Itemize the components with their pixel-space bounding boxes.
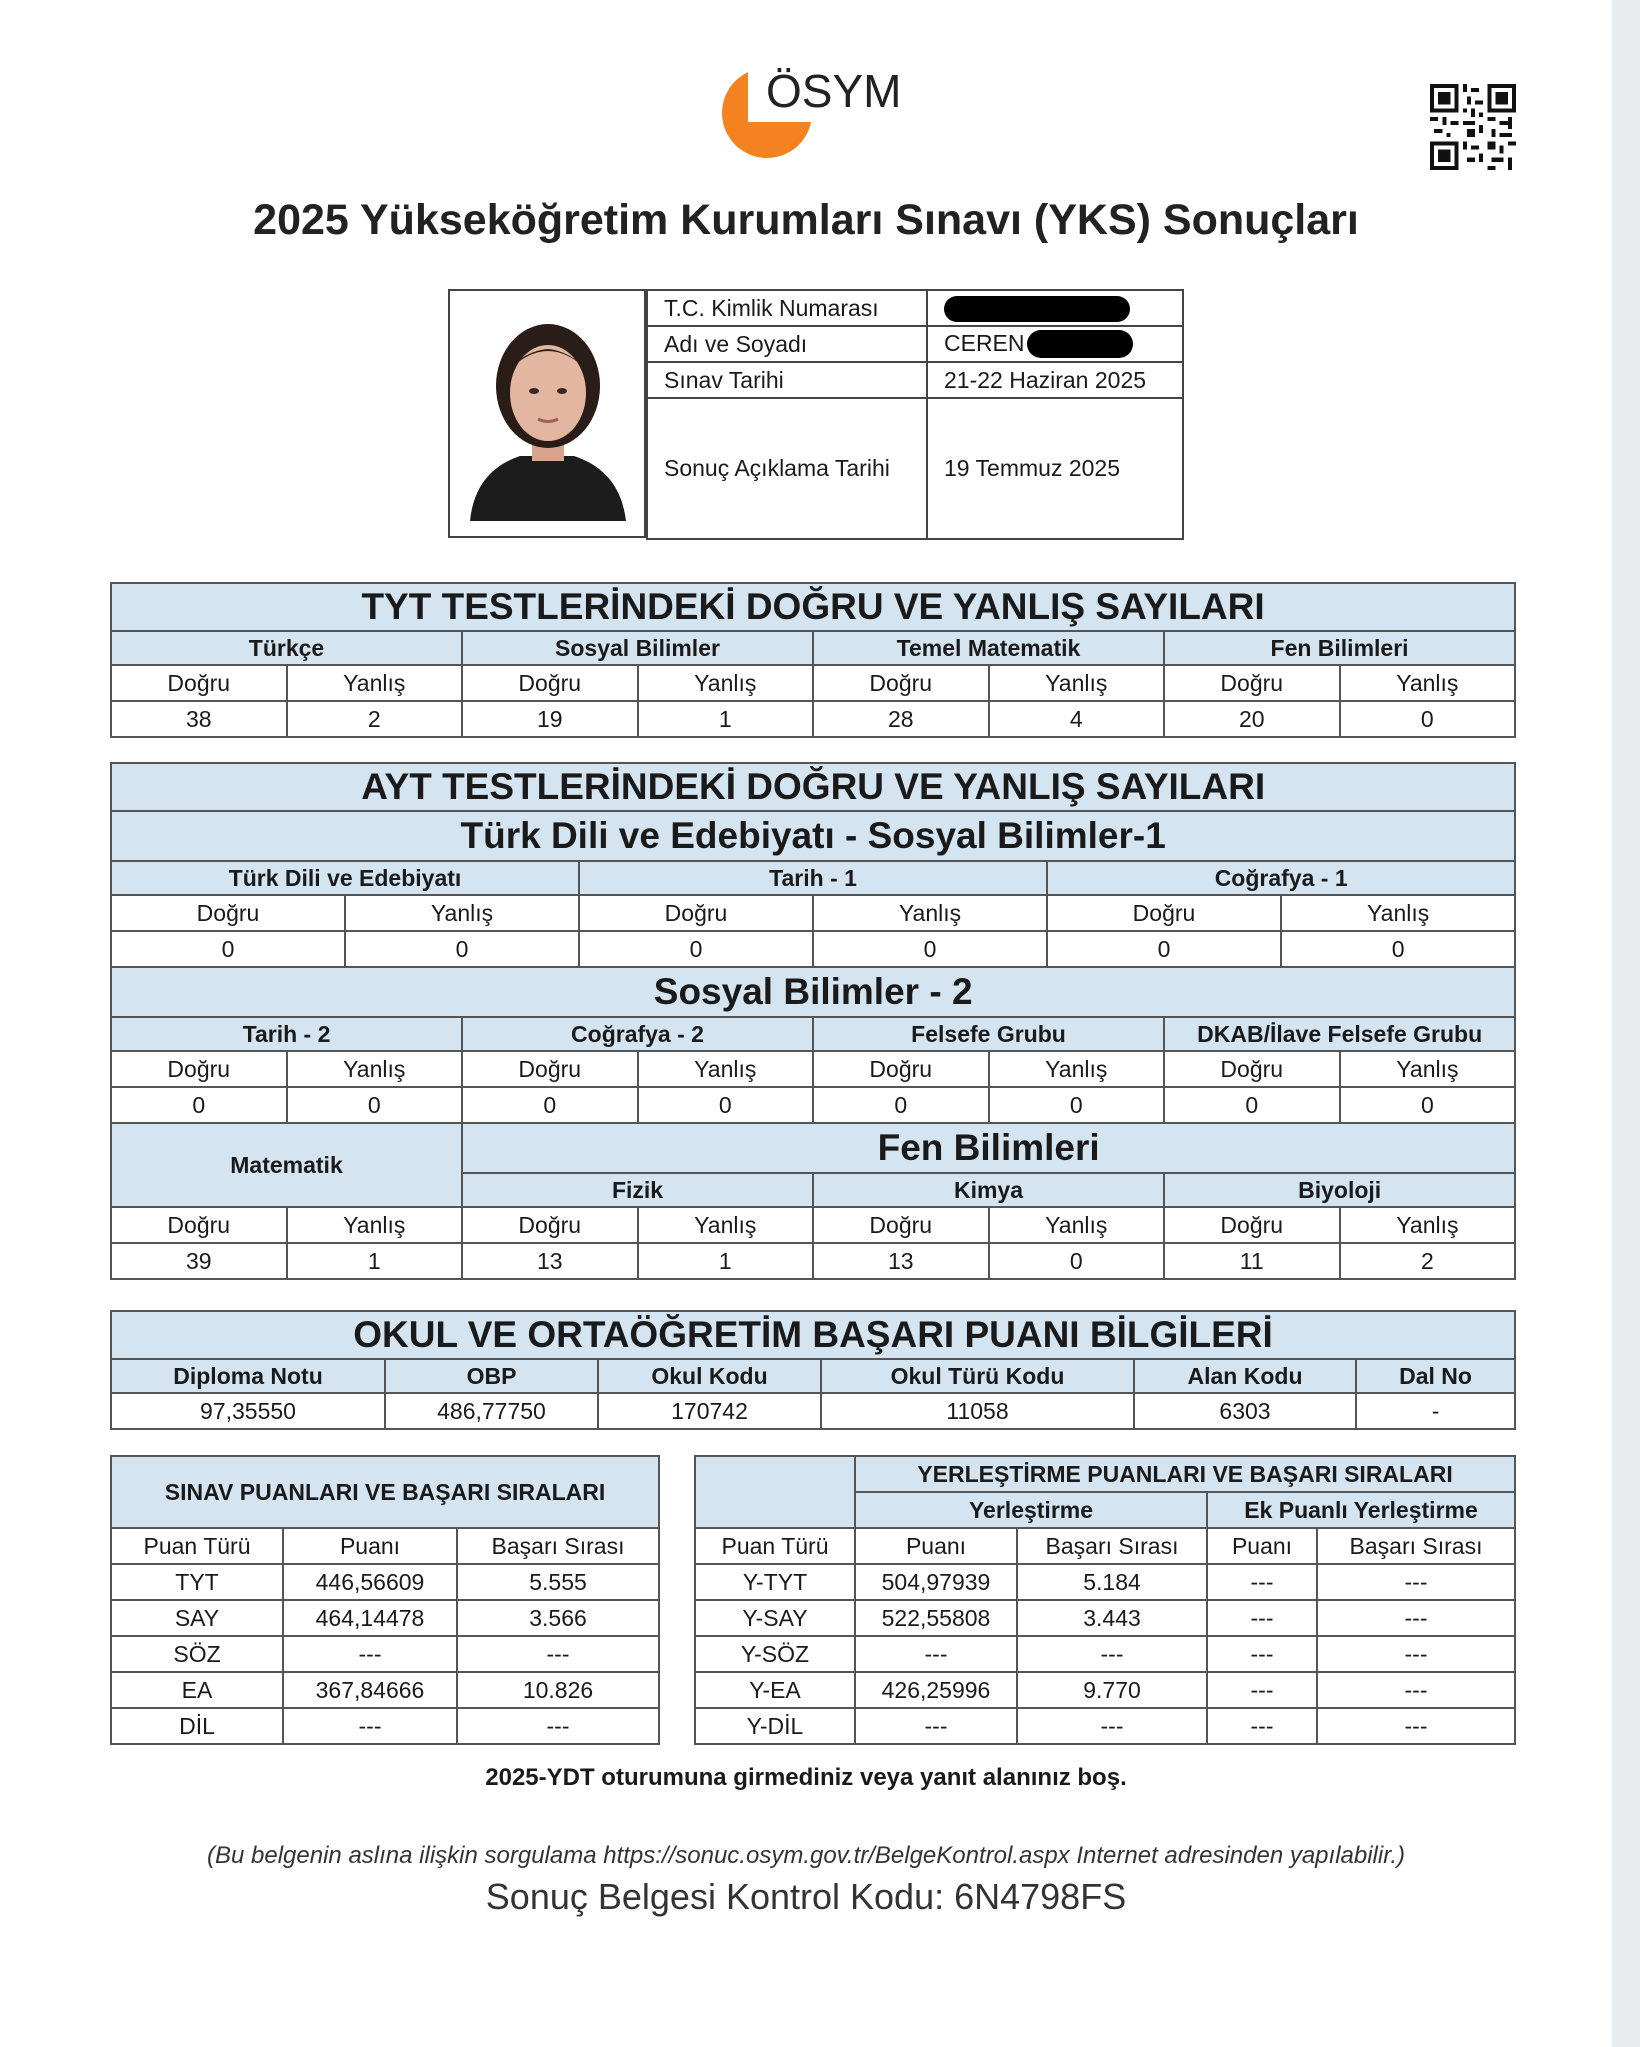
yanlis-value: 0 (638, 1087, 814, 1123)
candidate-photo-image (450, 291, 644, 536)
redaction-mark (1027, 330, 1133, 358)
yanlis-label: Yanlış (989, 1207, 1165, 1243)
score-value: --- (855, 1636, 1017, 1672)
ayt-subject: Fizik (462, 1173, 813, 1207)
ayt-subject: Kimya (813, 1173, 1164, 1207)
tyt-subject: Türkçe (111, 631, 462, 665)
score-type: Y-EA (695, 1672, 855, 1708)
score-value: --- (855, 1708, 1017, 1744)
score-type-header: Puan Türü (695, 1528, 855, 1564)
score-value: 504,97939 (855, 1564, 1017, 1600)
score-type: TYT (111, 1564, 283, 1600)
extra-rank-value: --- (1317, 1708, 1515, 1744)
yanlis-value: 0 (1340, 701, 1516, 737)
extra-rank-value: --- (1317, 1636, 1515, 1672)
yanlis-label: Yanlış (287, 1207, 463, 1243)
extra-rank-value: --- (1317, 1564, 1515, 1600)
rank-value: 5.184 (1017, 1564, 1207, 1600)
score-type: Y-SAY (695, 1600, 855, 1636)
dogru-label: Doğru (813, 665, 989, 701)
field-code-header: Alan Kodu (1134, 1359, 1356, 1393)
osym-logo-text: ÖSYM (766, 65, 902, 117)
dogru-label: Doğru (813, 1207, 989, 1243)
extra-rank-value: --- (1317, 1600, 1515, 1636)
rank-header: Başarı Sırası (1017, 1528, 1207, 1564)
candidate-info-table (646, 289, 1184, 540)
tyt-subject: Fen Bilimleri (1164, 631, 1515, 665)
yanlis-label: Yanlış (638, 665, 814, 701)
tyt-title: TYT TESTLERİNDEKİ DOĞRU VE YANLIŞ SAYILARI (111, 583, 1515, 631)
dogru-label: Doğru (462, 665, 638, 701)
rank-value: --- (1017, 1636, 1207, 1672)
exam-scores-table (110, 1455, 660, 1745)
obp-value: 486,77750 (385, 1393, 598, 1429)
extra-score-value: --- (1207, 1708, 1317, 1744)
ydt-note: 2025-YDT oturumuna girmediniz veya yanıt alanınız boş. (485, 1764, 1127, 1791)
dogru-value: 0 (1047, 931, 1281, 967)
ayt-subject: DKAB/İlave Felsefe Grubu (1164, 1017, 1515, 1051)
rank-value: --- (457, 1636, 659, 1672)
exam-scores-title: SINAV PUANLARI VE BAŞARI SIRALARI (111, 1456, 659, 1528)
placement-scores-table (694, 1455, 1516, 1745)
school-title: OKUL VE ORTAÖĞRETİM BAŞARI PUANI BİLGİLERİ (111, 1311, 1515, 1359)
dogru-label: Doğru (462, 1207, 638, 1243)
yanlis-value: 2 (1340, 1243, 1516, 1279)
dogru-value: 13 (813, 1243, 989, 1279)
yanlis-value: 0 (1281, 931, 1515, 967)
placement-scores-title: YERLEŞTİRME PUANLARI VE BAŞARI SIRALARI (855, 1456, 1515, 1492)
rank-value: 9.770 (1017, 1672, 1207, 1708)
extra-placement-sub-header: Ek Puanlı Yerleştirme (1207, 1492, 1515, 1528)
exam-date-value: 21-22 Haziran 2025 (927, 362, 1183, 398)
score-header: Puanı (283, 1528, 457, 1564)
extra-score-header: Puanı (1207, 1528, 1317, 1564)
qr-code-icon (1430, 84, 1516, 170)
ayt-group1-title: Türk Dili ve Edebiyatı - Sosyal Bilimler-1 (111, 811, 1515, 861)
rank-value: 3.443 (1017, 1600, 1207, 1636)
ayt-subject: Coğrafya - 2 (462, 1017, 813, 1051)
yanlis-value: 0 (345, 931, 579, 967)
dogru-value: 19 (462, 701, 638, 737)
obp-header: OBP (385, 1359, 598, 1393)
yanlis-value: 2 (287, 701, 463, 737)
extra-rank-value: --- (1317, 1672, 1515, 1708)
tyt-table (110, 582, 1516, 738)
score-value: 426,25996 (855, 1672, 1017, 1708)
ayt-subject: Tarih - 1 (579, 861, 1047, 895)
score-header: Puanı (855, 1528, 1017, 1564)
dogru-value: 0 (1164, 1087, 1340, 1123)
dogru-label: Doğru (1047, 895, 1281, 931)
yanlis-label: Yanlış (1340, 665, 1516, 701)
science-title: Fen Bilimleri (462, 1123, 1515, 1173)
candidate-photo (448, 289, 646, 538)
tyt-subject: Temel Matematik (813, 631, 1164, 665)
score-type: SAY (111, 1600, 283, 1636)
rank-value: 10.826 (457, 1672, 659, 1708)
ayt-subject: Türk Dili ve Edebiyatı (111, 861, 579, 895)
document-title: 2025 Yükseköğretim Kurumları Sınavı (YKS) Sonuçları (253, 196, 1359, 244)
yanlis-label: Yanlış (638, 1207, 814, 1243)
verification-note: (Bu belgenin aslına ilişkin sorgulama https://sonuc.osym.gov.tr/BelgeKontrol.aspx Internet adresinden yapılabilir.) (207, 1842, 1405, 1869)
extra-score-value: --- (1207, 1564, 1317, 1600)
score-type: SÖZ (111, 1636, 283, 1672)
dogru-label: Doğru (462, 1051, 638, 1087)
yanlis-value: 0 (287, 1087, 463, 1123)
placement-sub-header: Yerleştirme (855, 1492, 1207, 1528)
ayt-subject: Biyoloji (1164, 1173, 1515, 1207)
ayt-subject: Felsefe Grubu (813, 1017, 1164, 1051)
score-type: DİL (111, 1708, 283, 1744)
rank-header: Başarı Sırası (457, 1528, 659, 1564)
extra-score-value: --- (1207, 1636, 1317, 1672)
dogru-label: Doğru (1164, 1051, 1340, 1087)
yanlis-label: Yanlış (1340, 1207, 1516, 1243)
dogru-value: 20 (1164, 701, 1340, 737)
field-code-value: 6303 (1134, 1393, 1356, 1429)
dogru-value: 28 (813, 701, 989, 737)
control-code: Sonuç Belgesi Kontrol Kodu: 6N4798FS (485, 1876, 1127, 1917)
dogru-value: 0 (462, 1087, 638, 1123)
ayt-subject: Coğrafya - 1 (1047, 861, 1515, 895)
score-value: 367,84666 (283, 1672, 457, 1708)
yanlis-value: 0 (813, 931, 1047, 967)
page-edge (1612, 0, 1640, 2047)
school-type-header: Okul Türü Kodu (821, 1359, 1134, 1393)
rank-value: 3.566 (457, 1600, 659, 1636)
yanlis-label: Yanlış (989, 1051, 1165, 1087)
score-type-header: Puan Türü (111, 1528, 283, 1564)
dogru-label: Doğru (111, 1207, 287, 1243)
dogru-value: 13 (462, 1243, 638, 1279)
dogru-value: 0 (579, 931, 813, 967)
ayt-group2-title: Sosyal Bilimler - 2 (111, 967, 1515, 1017)
dogru-label: Doğru (111, 665, 287, 701)
yanlis-label: Yanlış (638, 1051, 814, 1087)
result-date-value: 19 Temmuz 2025 (927, 398, 1183, 539)
score-type: Y-SÖZ (695, 1636, 855, 1672)
dogru-value: 38 (111, 701, 287, 737)
exam-date-label: Sınav Tarihi (647, 362, 927, 398)
ayt-table (110, 762, 1516, 1280)
rank-value: --- (1017, 1708, 1207, 1744)
dogru-value: 11 (1164, 1243, 1340, 1279)
extra-score-value: --- (1207, 1672, 1317, 1708)
score-type: Y-TYT (695, 1564, 855, 1600)
score-value: 464,14478 (283, 1600, 457, 1636)
dogru-label: Doğru (579, 895, 813, 931)
yanlis-value: 0 (1340, 1087, 1516, 1123)
dogru-label: Doğru (111, 895, 345, 931)
school-info-table (110, 1310, 1516, 1430)
name-label: Adı ve Soyadı (647, 326, 927, 362)
score-value: 446,56609 (283, 1564, 457, 1600)
extra-rank-header: Başarı Sırası (1317, 1528, 1515, 1564)
branch-no-value: - (1356, 1393, 1515, 1429)
tc-value (927, 290, 1183, 326)
tc-label: T.C. Kimlik Numarası (647, 290, 927, 326)
extra-score-value: --- (1207, 1600, 1317, 1636)
redaction-mark (944, 296, 1130, 322)
school-code-header: Okul Kodu (598, 1359, 821, 1393)
math-header: Matematik (111, 1123, 462, 1207)
dogru-label: Doğru (813, 1051, 989, 1087)
school-code-value: 170742 (598, 1393, 821, 1429)
school-type-value: 11058 (821, 1393, 1134, 1429)
yanlis-label: Yanlış (287, 1051, 463, 1087)
diploma-header: Diploma Notu (111, 1359, 385, 1393)
result-date-label: Sonuç Açıklama Tarihi (647, 398, 927, 539)
yanlis-value: 1 (638, 1243, 814, 1279)
score-type: EA (111, 1672, 283, 1708)
ayt-subject: Tarih - 2 (111, 1017, 462, 1051)
score-value: --- (283, 1708, 457, 1744)
dogru-value: 0 (111, 931, 345, 967)
score-type: Y-DİL (695, 1708, 855, 1744)
yanlis-label: Yanlış (345, 895, 579, 931)
dogru-label: Doğru (1164, 1207, 1340, 1243)
score-value: --- (283, 1636, 457, 1672)
dogru-label: Doğru (1164, 665, 1340, 701)
dogru-label: Doğru (111, 1051, 287, 1087)
dogru-value: 0 (111, 1087, 287, 1123)
yanlis-value: 0 (989, 1243, 1165, 1279)
score-value: 522,55808 (855, 1600, 1017, 1636)
yanlis-value: 1 (638, 701, 814, 737)
rank-value: 5.555 (457, 1564, 659, 1600)
dogru-value: 39 (111, 1243, 287, 1279)
yanlis-label: Yanlış (287, 665, 463, 701)
tyt-subject: Sosyal Bilimler (462, 631, 813, 665)
yanlis-value: 4 (989, 701, 1165, 737)
yanlis-value: 1 (287, 1243, 463, 1279)
dogru-value: 0 (813, 1087, 989, 1123)
ayt-title: AYT TESTLERİNDEKİ DOĞRU VE YANLIŞ SAYILARI (111, 763, 1515, 811)
rank-value: --- (457, 1708, 659, 1744)
name-value: CEREN (927, 326, 1183, 362)
yanlis-label: Yanlış (1340, 1051, 1516, 1087)
yanlis-label: Yanlış (1281, 895, 1515, 931)
diploma-value: 97,35550 (111, 1393, 385, 1429)
yanlis-value: 0 (989, 1087, 1165, 1123)
yanlis-label: Yanlış (813, 895, 1047, 931)
yanlis-label: Yanlış (989, 665, 1165, 701)
branch-no-header: Dal No (1356, 1359, 1515, 1393)
